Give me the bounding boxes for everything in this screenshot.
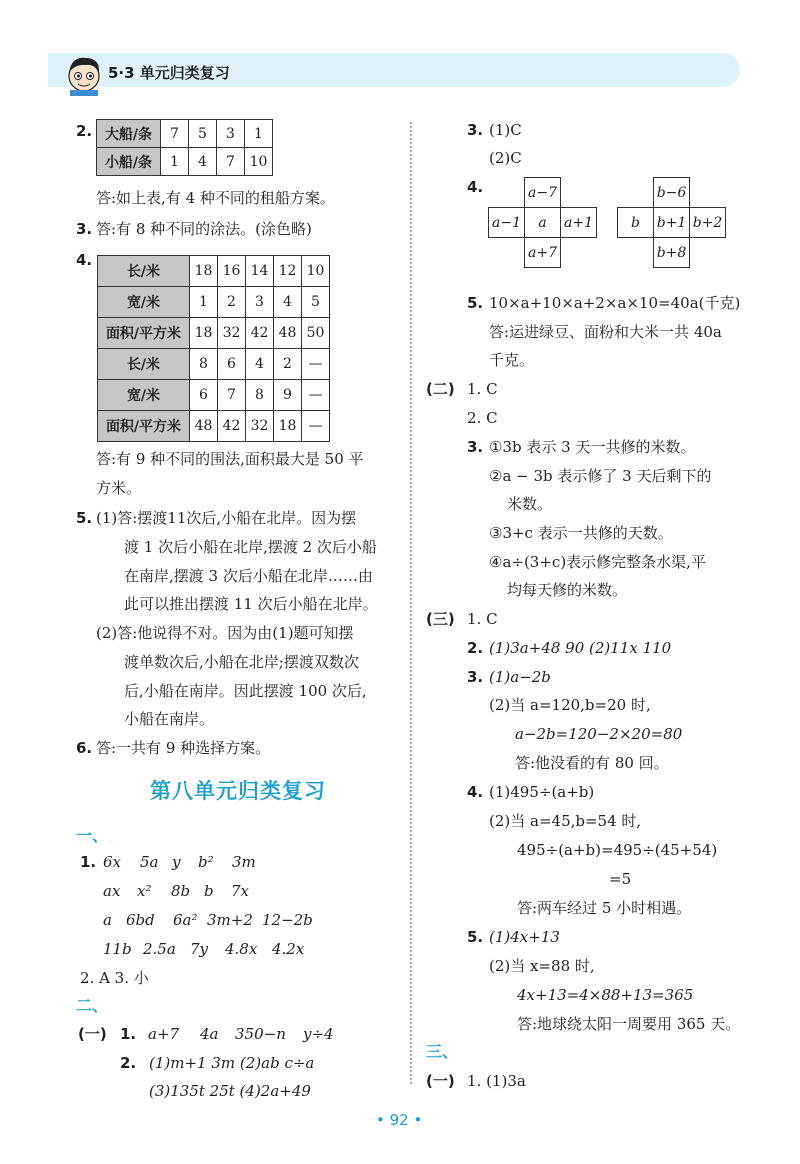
- section-2-label: 二、: [76, 996, 109, 1015]
- cross-b-bottom: b+8: [654, 238, 690, 268]
- r-s3-q3-line: (2)当 a=120,b=20 时,: [489, 696, 651, 714]
- cross-a-top: a−7: [525, 178, 561, 208]
- r-s3-label: (三): [426, 610, 455, 628]
- q5-line: (1)答:摆渡11次后,小船在北岸。因为摆: [96, 509, 357, 527]
- table-cell: 3: [217, 120, 245, 148]
- r-s2-line: ④a÷(3+c)表示修完整条水渠,平: [489, 553, 706, 571]
- s1-q2-line: 2. A 3. 小: [80, 969, 149, 987]
- table-cell: 4: [274, 287, 302, 318]
- table-cell: 14: [246, 256, 274, 287]
- r-q3-line2: (2)C: [489, 149, 522, 167]
- table-cell: 9: [274, 380, 302, 411]
- table-row: [98, 256, 330, 287]
- q3-number: 3.: [76, 220, 93, 238]
- table-row: [98, 349, 330, 380]
- expression-item: y÷4: [303, 1025, 334, 1043]
- table-cell: 1: [190, 287, 218, 318]
- expression-item: b²: [198, 853, 214, 871]
- table-cell: 5: [302, 287, 330, 318]
- q6-number: 6.: [76, 739, 93, 757]
- cross-a-right: a+1: [561, 208, 597, 238]
- s2-sub1-label: (一): [78, 1025, 107, 1043]
- r-s2-line: ②a − 3b 表示修了 3 天后剩下的: [489, 467, 712, 485]
- row-header-cell: 长/米: [98, 256, 190, 287]
- q3-answer: 答:有 8 种不同的涂法。(涂色略): [96, 220, 312, 238]
- table-cell: 42: [218, 411, 246, 442]
- r-san-label: 三、: [426, 1042, 459, 1061]
- r-q5-line1: 10×a+10×a+2×a×10=40a(千克): [489, 294, 741, 312]
- table-cell: 32: [246, 411, 274, 442]
- r-s2-line: ①3b 表示 3 天一共修的米数。: [489, 438, 696, 456]
- table-cell: 48: [274, 318, 302, 349]
- q4-answer-line1: 答:有 9 种不同的围法,面积最大是 50 平: [96, 450, 364, 468]
- number-cross-b: [617, 177, 726, 268]
- cross-b-center: b+1: [654, 208, 690, 238]
- expression-item: 8b: [171, 882, 191, 900]
- r-s3-q3-line: (1)a−2b: [489, 668, 551, 686]
- row-header-cell: 面积/平方米: [98, 411, 190, 442]
- r-s3-q3-line: a−2b=120−2×20=80: [515, 725, 683, 743]
- table-row: [98, 411, 330, 442]
- q6-answer: 答:一共有 9 种选择方案。: [96, 739, 271, 757]
- table-row: [98, 380, 330, 411]
- row-header-cell: 宽/米: [98, 287, 190, 318]
- table-cell: 18: [274, 411, 302, 442]
- row-header-cell: 长/米: [98, 349, 190, 380]
- s2-q2-line1: (1)m+1 3m (2)ab c÷a: [149, 1054, 315, 1072]
- r-s3-q2-number: 2.: [467, 639, 484, 657]
- s2-q2-number: 2.: [120, 1054, 137, 1072]
- cross-a-center: a: [525, 208, 561, 238]
- boat-table: [96, 119, 273, 176]
- section-1-label: 一、: [76, 826, 109, 845]
- expression-item: 350−n: [235, 1025, 286, 1043]
- r-q5-line3: 千克。: [489, 351, 535, 369]
- table-cell: —: [302, 411, 330, 442]
- r-san-q1: 1. (1)3a: [467, 1072, 526, 1090]
- table-cell: 2: [274, 349, 302, 380]
- expression-item: 12−2b: [262, 911, 313, 929]
- table-cell: 7: [217, 148, 245, 176]
- r-san-sub: (一): [426, 1072, 455, 1090]
- chapter-title: 第八单元归类复习: [150, 779, 326, 803]
- expression-item: a+7: [148, 1025, 180, 1043]
- q2-number: 2.: [76, 122, 93, 140]
- r-s2-label: (二): [426, 380, 455, 398]
- expression-item: ax: [103, 882, 121, 900]
- r-s3-q4-line: (2)当 a=45,b=54 时,: [489, 812, 642, 830]
- table-cell: —: [302, 349, 330, 380]
- r-s2-q3-number: 3.: [467, 438, 484, 456]
- r-s2-line: ③3+c 表示一共修的天数。: [489, 524, 673, 542]
- r-s3-q4-line: (1)495÷(a+b): [489, 783, 595, 801]
- r-s3-q3-number: 3.: [467, 668, 484, 686]
- table-cell: 1: [161, 148, 189, 176]
- number-cross-a: [488, 177, 597, 268]
- r-s3-q1: 1. C: [467, 610, 498, 628]
- expression-item: 3m: [232, 853, 256, 871]
- table-cell: 12: [274, 256, 302, 287]
- r-s3-q4-line: 答:两车经过 5 小时相遇。: [517, 899, 692, 917]
- r-s3-q5-line: 答:地球绕太阳一周要用 365 天。: [517, 1015, 741, 1033]
- expression-item: 5a: [140, 853, 159, 871]
- q5-line: 此可以推出摆渡 11 次后小船在北岸。: [124, 595, 378, 613]
- r-s3-q4-line: =5: [609, 870, 632, 888]
- table-cell: 10: [302, 256, 330, 287]
- row-header-cell: 宽/米: [98, 380, 190, 411]
- expression-item: 6x: [103, 853, 122, 871]
- expression-item: 2.5a: [143, 940, 176, 958]
- table-cell: —: [302, 380, 330, 411]
- r-q3-number: 3.: [467, 121, 484, 139]
- table-cell: 18: [190, 318, 218, 349]
- q5-line: 渡单数次后,小船在北岸;摆渡双数次: [124, 653, 359, 671]
- q5-line: 后,小船在南岸。因此摆渡 100 次后,: [124, 682, 367, 700]
- expression-item: 6bd: [126, 911, 155, 929]
- expression-item: 11b: [103, 940, 132, 958]
- r-s3-q4-line: 495÷(a+b)=495÷(45+54): [517, 841, 718, 859]
- table-cell: 16: [218, 256, 246, 287]
- expression-item: 3m+2: [207, 911, 253, 929]
- table-row: [98, 287, 330, 318]
- table-cell: 42: [246, 318, 274, 349]
- table-cell: 7: [161, 120, 189, 148]
- r-s3-q4-number: 4.: [467, 783, 484, 801]
- table-cell: 8: [190, 349, 218, 380]
- cross-b-top: b−6: [654, 178, 690, 208]
- table-cell: 48: [190, 411, 218, 442]
- cross-b-left: b: [618, 208, 654, 238]
- table-cell: 6: [218, 349, 246, 380]
- expression-item: y: [172, 853, 181, 871]
- fence-table-1: [97, 255, 330, 349]
- r-q5-line2: 答:运进绿豆、面粉和大米一共 40a: [489, 323, 722, 341]
- page-number: • 92 •: [376, 1111, 423, 1129]
- expression-item: x²: [137, 882, 152, 900]
- r-s3-q2: (1)3a+48 90 (2)11x 110: [489, 639, 672, 657]
- expression-item: 4.8x: [225, 940, 258, 958]
- r-s2-q2: 2. C: [467, 409, 498, 427]
- table-cell: 8: [246, 380, 274, 411]
- q5-line: 小船在南岸。: [124, 710, 215, 728]
- r-s3-q5-number: 5.: [467, 928, 484, 946]
- r-s3-q3-line: 答:他没看的有 80 回。: [515, 754, 669, 772]
- s2-q1-number: 1.: [120, 1025, 137, 1043]
- table-cell: 2: [218, 287, 246, 318]
- table-cell: 4: [246, 349, 274, 380]
- table-row: [97, 148, 273, 176]
- r-q5-number: 5.: [467, 294, 484, 312]
- r-s2-line: 均每天修的米数。: [507, 581, 628, 599]
- row-header-cell: 大船/条: [97, 120, 161, 148]
- table-row: [97, 120, 273, 148]
- row-header-cell: 面积/平方米: [98, 318, 190, 349]
- s1-q1-number: 1.: [80, 853, 97, 871]
- r-s2-line: 米数。: [507, 495, 553, 513]
- r-q4-number: 4.: [467, 178, 484, 196]
- table-cell: 50: [302, 318, 330, 349]
- header-title: 5·3 单元归类复习: [108, 64, 230, 82]
- table-cell: 7: [218, 380, 246, 411]
- table-cell: 5: [189, 120, 217, 148]
- cross-a-bottom: a+7: [525, 238, 561, 268]
- q5-line: 在南岸,摆渡 3 次后小船在北岸……由: [124, 567, 373, 585]
- r-s3-q5-line: (2)当 x=88 时,: [489, 957, 595, 975]
- mascot-boy-icon: [62, 52, 106, 96]
- expression-item: 4.2x: [272, 940, 305, 958]
- s2-q2-line2: (3)135t 25t (4)2a+49: [149, 1082, 311, 1100]
- expression-item: 4a: [200, 1025, 219, 1043]
- table-row: [98, 318, 330, 349]
- table-cell: 4: [189, 148, 217, 176]
- table-cell: 10: [245, 148, 273, 176]
- expression-item: b: [204, 882, 214, 900]
- r-s2-q1: 1. C: [467, 380, 498, 398]
- r-q3-line1: (1)C: [489, 121, 522, 139]
- fence-table-2: [97, 348, 330, 442]
- q5-line: 渡 1 次后小船在北岸,摆渡 2 次后小船: [124, 538, 377, 556]
- table-cell: 1: [245, 120, 273, 148]
- cross-a-left: a−1: [489, 208, 525, 238]
- table-cell: 32: [218, 318, 246, 349]
- table-cell: 3: [246, 287, 274, 318]
- expression-item: 7y: [190, 940, 209, 958]
- row-header-cell: 小船/条: [97, 148, 161, 176]
- table-cell: 18: [190, 256, 218, 287]
- q2-answer: 答:如上表,有 4 种不同的租船方案。: [96, 189, 335, 207]
- cross-b-right: b+2: [690, 208, 726, 238]
- table-cell: 6: [190, 380, 218, 411]
- expression-item: 7x: [231, 882, 250, 900]
- q4-answer-line2: 方米。: [96, 479, 142, 497]
- q4-number: 4.: [76, 251, 93, 269]
- column-divider: [410, 122, 412, 1084]
- expression-item: a: [103, 911, 112, 929]
- r-s3-q5-line: (1)4x+13: [489, 928, 560, 946]
- r-s3-q5-line: 4x+13=4×88+13=365: [517, 986, 694, 1004]
- q5-number: 5.: [76, 509, 93, 527]
- expression-item: 6a²: [173, 911, 198, 929]
- q5-line: (2)答:他说得不对。因为由(1)题可知摆: [96, 624, 354, 642]
